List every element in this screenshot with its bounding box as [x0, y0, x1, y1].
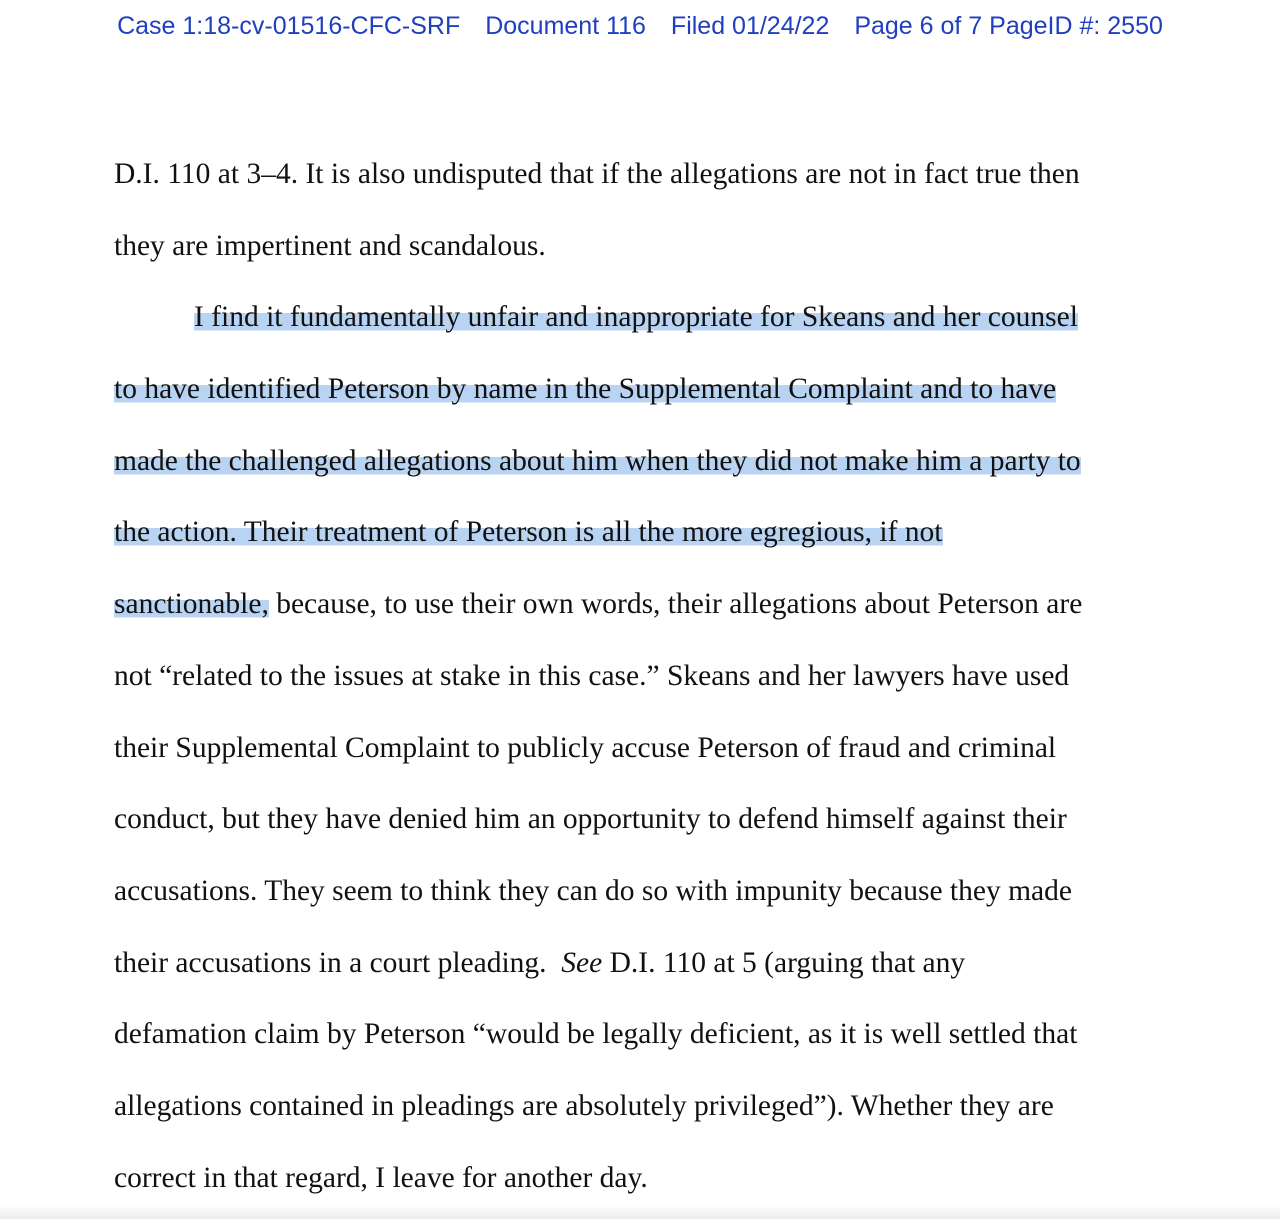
case-header [0, 12, 1280, 41]
text-line [114, 365, 1082, 437]
line-text: conduct, but they have denied him an opportunity to defend himself against their [114, 803, 1067, 836]
text-line [114, 508, 1082, 580]
line-text: D.I. 110 at 3–4. It is also undisputed that if the allegations are not in fact true then [114, 158, 1080, 190]
text-line [114, 867, 1082, 939]
text-line [114, 150, 1082, 222]
text-line [114, 1082, 1082, 1154]
line-text: allegations contained in pleadings are absolutely privileged”). Whether they are [114, 1089, 1054, 1122]
line-text: accusations. They seem to think they can do so with impunity because they made [114, 874, 1072, 907]
filed-date: Filed 01/24/22 [670, 12, 830, 40]
page-info: Page 6 of 7 PageID #: 2550 [854, 12, 1163, 40]
highlighted-text[interactable]: made the challenged allegations about him when they did not make him a party to [114, 444, 1081, 477]
text-line [114, 580, 1082, 652]
text-line [114, 437, 1082, 509]
highlighted-text[interactable]: to have identified Peterson by name in the Supplemental Complaint and to have [114, 373, 1057, 406]
text-line [114, 293, 1082, 365]
line-text: defamation claim by Peterson “would be legally deficient, as it is well settled that [114, 1018, 1078, 1051]
line-text: their accusations in a court pleading. [114, 946, 562, 979]
text-line [114, 724, 1082, 796]
line-text: their Supplemental Complaint to publicly accuse Peterson of fraud and criminal [114, 731, 1057, 764]
document-body [114, 150, 1082, 1225]
line-text: D.I. 110 at 5 (arguing that any [602, 946, 966, 979]
citation-signal: See [561, 946, 603, 979]
document-number: Document 116 [485, 12, 646, 40]
line-text: not “related to the issues at stake in this case.” Skeans and her lawyers have used [114, 659, 1070, 692]
line-text: correct in that regard, I leave for another day. [114, 1161, 648, 1194]
highlighted-text[interactable]: sanctionable, [114, 588, 269, 621]
text-line [114, 795, 1082, 867]
line-text: because, to use their own words, their allegations about Peterson are [268, 588, 1083, 621]
case-number: Case 1:18-cv-01516-CFC-SRF [117, 12, 461, 40]
text-line [114, 222, 1082, 294]
text-line [114, 652, 1082, 724]
page-bottom-edge [0, 1205, 1280, 1219]
text-line [114, 939, 1082, 1011]
line-text: they are impertinent and scandalous. [114, 229, 546, 262]
highlighted-text[interactable]: the action. Their treatment of Peterson is all the more egregious, if not [114, 516, 943, 549]
text-line [114, 1010, 1082, 1082]
highlighted-text[interactable]: I find it fundamentally unfair and inappropriate for Skeans and her counsel [194, 301, 1078, 334]
